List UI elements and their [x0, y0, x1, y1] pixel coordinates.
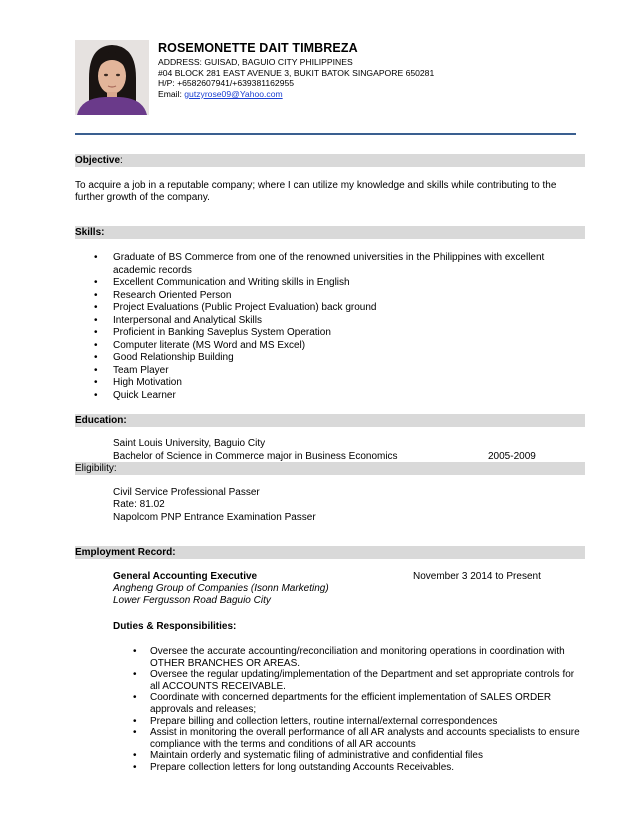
- eligibility-item: Napolcom PNP Entrance Examination Passer: [113, 512, 316, 523]
- list-item: • Research Oriented Person: [113, 290, 573, 303]
- skills-heading: Skills:: [75, 227, 105, 238]
- eligibility-heading: Eligibility:: [75, 463, 117, 474]
- objective-heading-bar: Objective:: [75, 154, 585, 167]
- applicant-name: ROSEMONETTE DAIT TIMBREZA: [158, 41, 358, 55]
- list-item: • Assist in monitoring the overall performance of all AR analysts and accounts specialists to ensure compliance with the terms and conditions of all AR accounts: [150, 727, 580, 750]
- objective-text: To acquire a job in a reputable company; where I can utilize my knowledge and skills while contributing to the further growth of the company.: [75, 180, 557, 203]
- list-item: • Prepare collection letters for long outstanding Accounts Receivables.: [150, 762, 580, 774]
- email-line: [158, 89, 434, 100]
- job-company: Angheng Group of Companies (Isonn Marketing): [113, 583, 329, 594]
- list-item: • Maintain orderly and systematic filing of administrative and confidential files: [150, 750, 580, 762]
- list-item: • Oversee the regular updating/implementation of the Department and set appropriate controls for all ACCOUNTS RECEIVABLE.: [150, 669, 580, 692]
- eligibility-heading-bar: [75, 462, 585, 475]
- list-item: • Prepare billing and collection letters, routine internal/external correspondences: [150, 716, 580, 728]
- list-item: • Coordinate with concerned departments for the efficient implementation of SALES ORDER approvals and releases;: [150, 692, 580, 715]
- list-item: • Team Player: [113, 365, 573, 378]
- objective-heading: Objective: [75, 155, 121, 166]
- education-years: 2005-2009: [488, 451, 536, 462]
- contact-header: [158, 41, 434, 99]
- skills-heading-bar: [75, 226, 585, 239]
- list-item: • Excellent Communication and Writing skills in English: [113, 277, 573, 290]
- education-school: Saint Louis University, Baguio City: [113, 438, 266, 449]
- list-item: • Oversee the accurate accounting/reconciliation and monitoring operations in coordination with OTHER BRANCHES OR AREAS.: [150, 646, 580, 669]
- list-item: • Graduate of BS Commerce from one of the renowned universities in the Philippines with excellent academic records: [113, 252, 573, 277]
- list-item: • Interpersonal and Analytical Skills: [113, 315, 573, 328]
- email-label: Email:: [158, 88, 182, 99]
- list-item: • Project Evaluations (Public Project Evaluation) back ground: [113, 302, 573, 315]
- employment-heading: Employment Record:: [75, 547, 176, 558]
- education-heading-bar: [75, 414, 585, 427]
- list-item: • Computer literate (MS Word and MS Excel): [113, 340, 573, 353]
- address-line: ADDRESS: GUISAD, BAGUIO CITY PHILIPPINES: [158, 57, 353, 67]
- skills-list: [113, 252, 573, 402]
- duties-list: [150, 646, 580, 774]
- education-heading: Education:: [75, 415, 127, 426]
- profile-photo: [75, 40, 149, 115]
- list-item: • Proficient in Banking Saveplus System Operation: [113, 327, 573, 340]
- eligibility-item: Rate: 81.02: [113, 499, 165, 510]
- employment-heading-bar: [75, 546, 585, 559]
- list-item: • Quick Learner: [113, 390, 573, 403]
- list-item: • Good Relationship Building: [113, 352, 573, 365]
- job-title: General Accounting Executive: [113, 571, 258, 582]
- email-link[interactable]: gutzyrose09@Yahoo.com: [184, 88, 283, 99]
- education-degree: Bachelor of Science in Commerce major in Business Economics: [113, 451, 398, 462]
- job-location: Lower Fergusson Road Baguio City: [113, 595, 271, 606]
- job-dates: November 3 2014 to Present: [413, 571, 541, 582]
- phone-line: H/P: +6582607941/+639381162955: [158, 78, 295, 89]
- duties-heading: Duties & Responsibilities:: [113, 621, 237, 632]
- header-divider: [75, 133, 576, 135]
- address-line-2: #04 BLOCK 281 EAST AVENUE 3, BUKIT BATOK SINGAPORE 650281: [158, 67, 435, 78]
- eligibility-item: Civil Service Professional Passer: [113, 487, 260, 498]
- list-item: • High Motivation: [113, 377, 573, 390]
